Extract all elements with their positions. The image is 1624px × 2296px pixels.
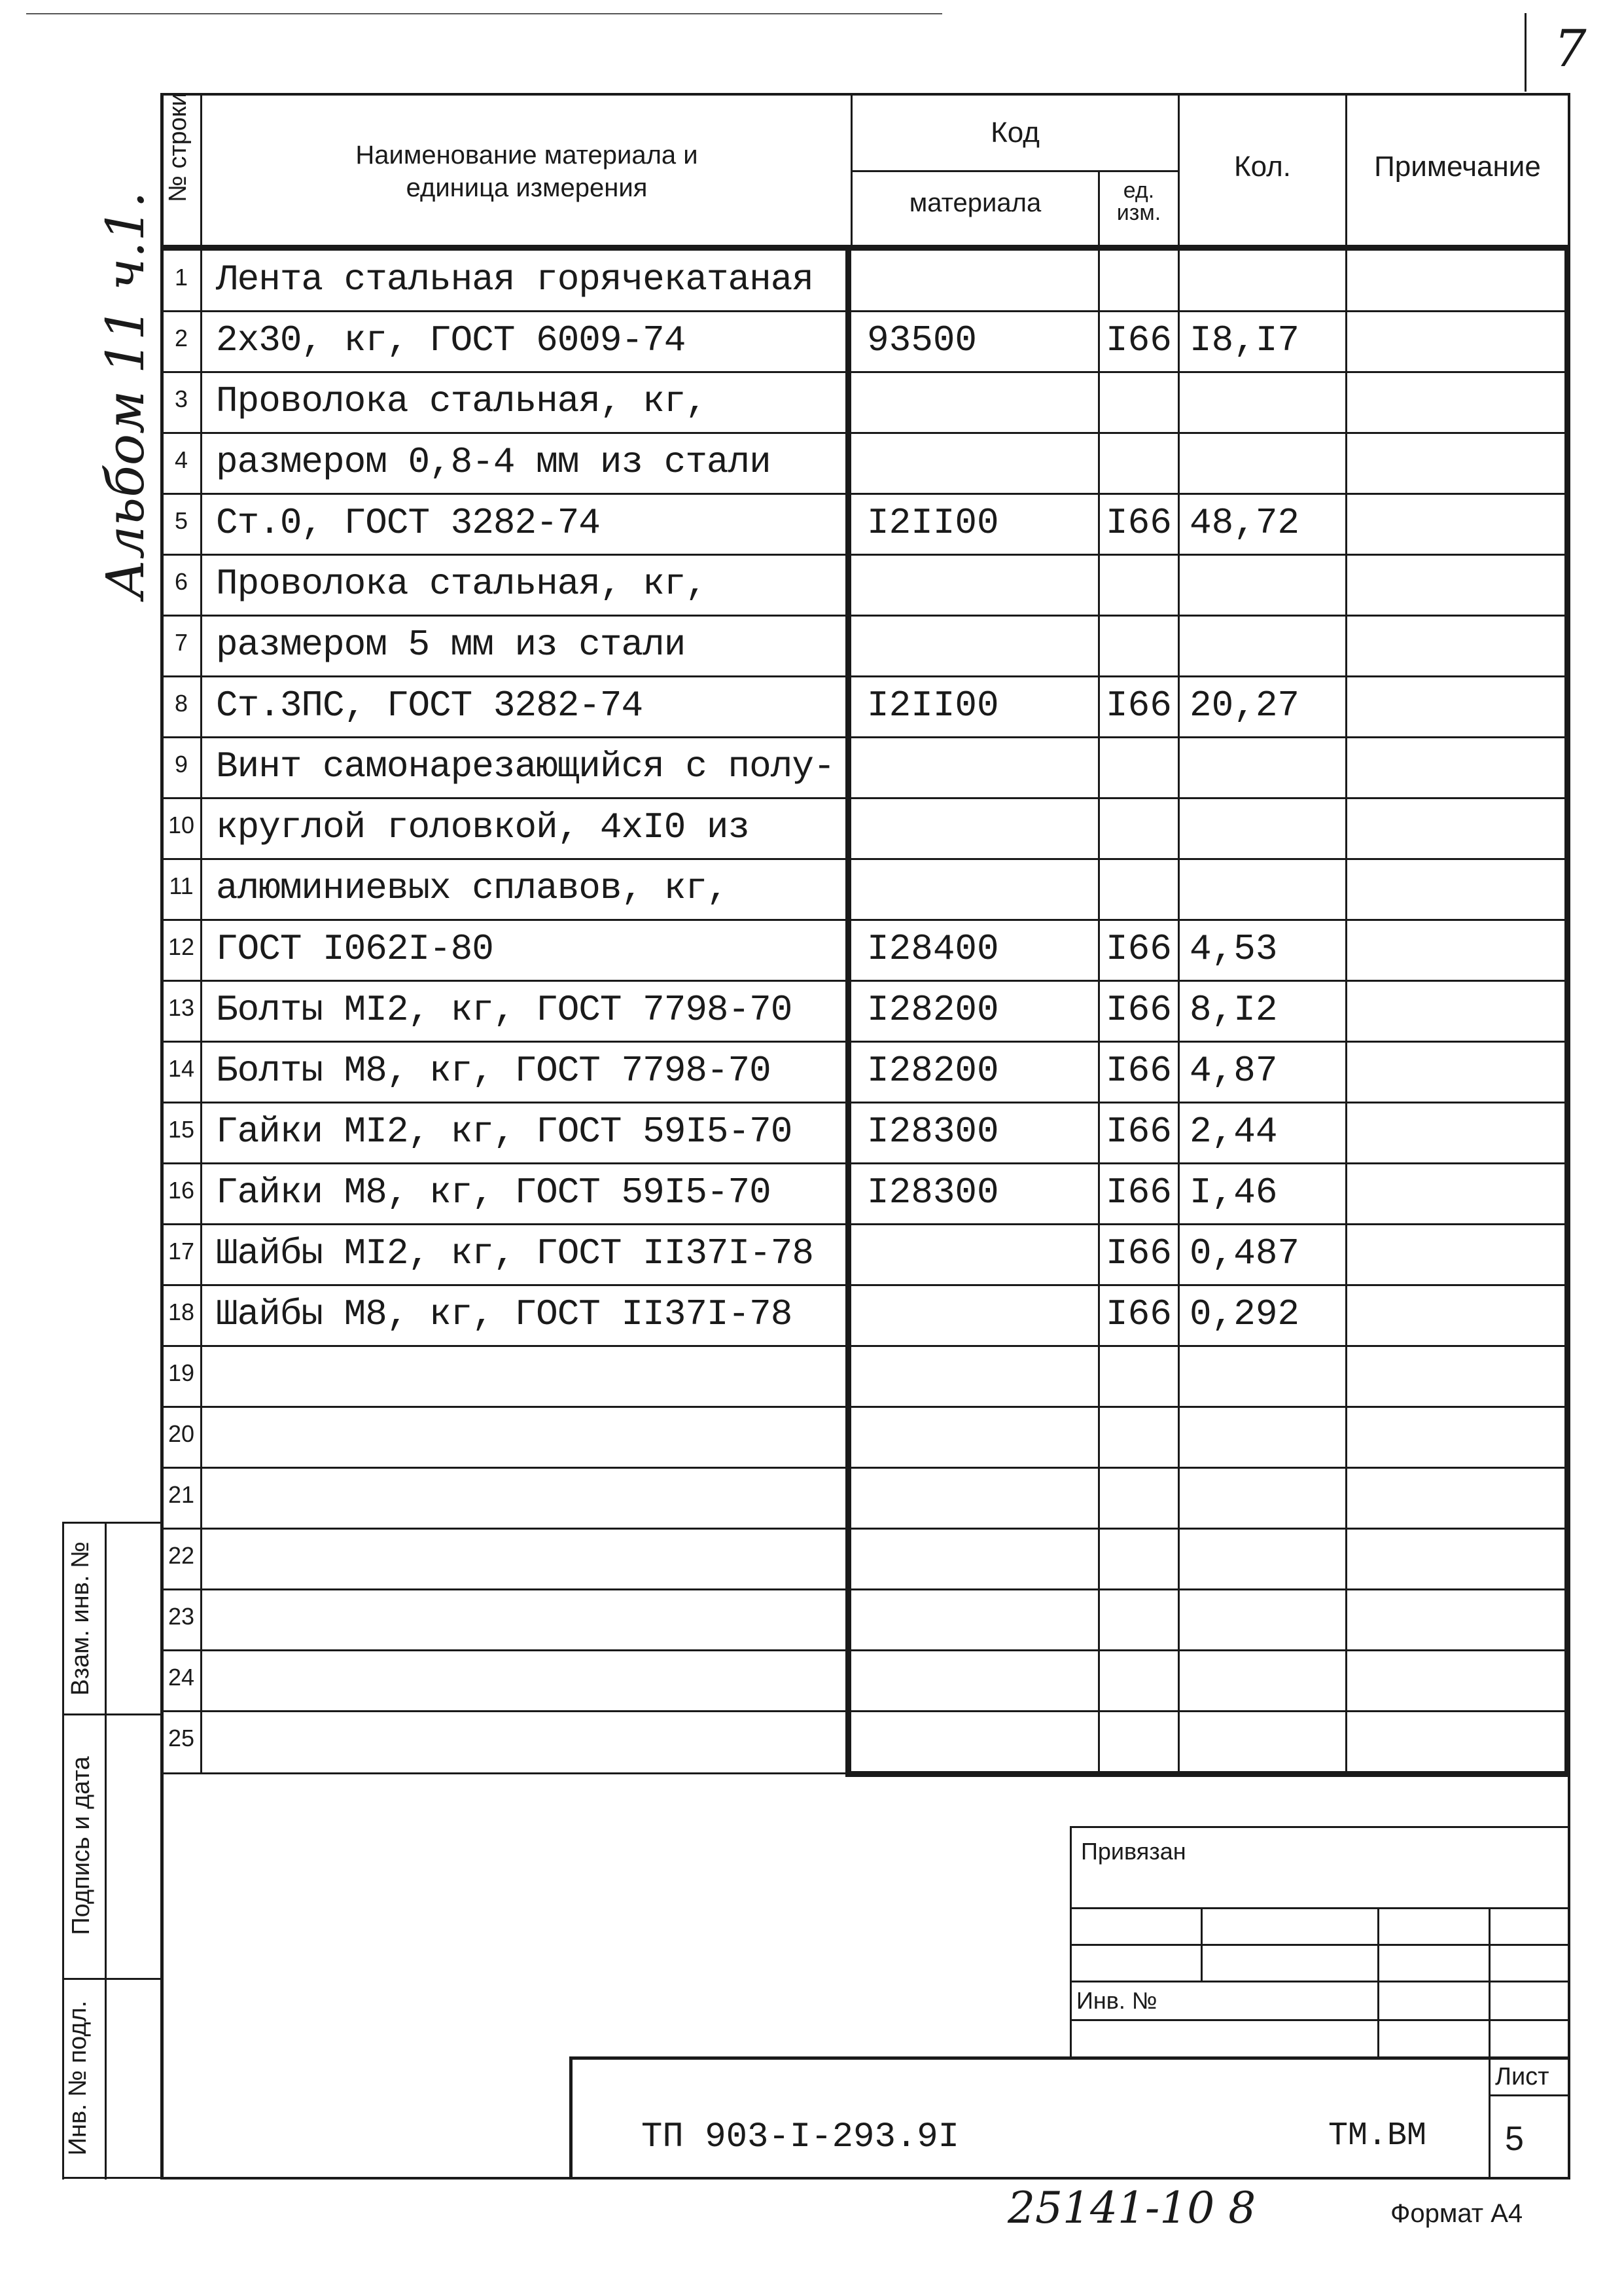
stamp-line2 <box>1070 1944 1570 1946</box>
stamp-list-divider <box>1489 2094 1570 2096</box>
row-separator <box>160 310 1567 312</box>
code-subheader-line <box>851 170 1178 172</box>
row-unit: I66 <box>1106 989 1172 1031</box>
row-quantity: 0,487 <box>1190 1232 1300 1274</box>
row-separator <box>160 615 1567 617</box>
frame-bottom <box>160 2177 1570 2179</box>
row-material-name: Проволока стальная, кг, <box>216 380 707 422</box>
row-material-code: I2II00 <box>867 685 999 726</box>
side-stamp-mid <box>105 1522 107 2179</box>
row-material-name: алюминиевых сплавов, кг, <box>216 867 728 909</box>
row-material-code: I28400 <box>867 928 999 970</box>
stamp-main-top <box>569 2056 1570 2060</box>
row-material-name: ГОСТ I062I-80 <box>216 928 493 970</box>
row-number: 2 <box>174 325 188 351</box>
row-separator <box>160 1102 1567 1103</box>
row-material-name: 2х30, кг, ГОСТ 6009-74 <box>216 319 686 361</box>
row-number: 15 <box>168 1116 195 1143</box>
row-unit: I66 <box>1106 319 1172 361</box>
row-number: 1 <box>174 264 188 291</box>
row-material-code: I28200 <box>867 1050 999 1092</box>
row-unit: I66 <box>1106 502 1172 544</box>
col-divider-name-header <box>851 93 853 245</box>
row-quantity: I,46 <box>1190 1172 1278 1213</box>
row-material-name: Болты МI2, кг, ГОСТ 7798-70 <box>216 989 792 1031</box>
stamp-vline1 <box>1201 1907 1203 1981</box>
row-quantity: 4,53 <box>1190 928 1278 970</box>
row-separator <box>160 1223 1567 1225</box>
row-separator <box>160 554 1567 556</box>
row-material-name: Шайбы МI2, кг, ГОСТ II37I-78 <box>216 1232 813 1274</box>
row-unit: I66 <box>1106 1293 1172 1335</box>
body-left-thick <box>845 245 851 1776</box>
row-number: 5 <box>174 507 188 534</box>
row-number: 18 <box>168 1299 195 1325</box>
row-quantity: 4,87 <box>1190 1050 1278 1092</box>
row-separator <box>160 1528 1567 1530</box>
row-number: 23 <box>168 1603 195 1630</box>
row-unit: I66 <box>1106 685 1172 726</box>
header-unit-line1: ед. <box>1123 178 1155 203</box>
row-material-code: I28300 <box>867 1172 999 1213</box>
stamp-privyazan-top <box>1070 1826 1570 1828</box>
stamp-inv-no: Инв. № <box>1076 1987 1157 2014</box>
row-separator <box>160 1162 1567 1164</box>
header-qty: Кол. <box>1233 151 1292 183</box>
stamp-list-label: Лист <box>1495 2063 1549 2090</box>
footer-handwritten-number: 25141-10 8 <box>1008 2183 1256 2233</box>
row-unit: I66 <box>1106 1232 1172 1274</box>
row-separator <box>160 1649 1567 1651</box>
row-quantity: 8,I2 <box>1190 989 1278 1031</box>
row-material-code: I2II00 <box>867 502 999 544</box>
row-material-name: Ст.0, ГОСТ 3282-74 <box>216 502 600 544</box>
header-name-line2: единица измерения <box>406 173 648 202</box>
side-label-vzam: Взам. инв. № <box>67 1541 94 1696</box>
stamp-line4 <box>1070 2019 1570 2021</box>
header-unit-line2: изм. <box>1116 200 1161 225</box>
row-number: 20 <box>168 1420 195 1447</box>
row-material-name: Проволока стальная, кг, <box>216 563 707 605</box>
row-quantity: 48,72 <box>1190 502 1300 544</box>
row-number: 10 <box>168 812 195 838</box>
stamp-vline2 <box>1377 1907 1379 2056</box>
row-separator <box>160 980 1567 982</box>
row-number: 4 <box>174 446 188 473</box>
footer-format: Формат А4 <box>1390 2199 1523 2228</box>
row-unit: I66 <box>1106 1050 1172 1092</box>
header-material: материала <box>909 188 1042 217</box>
col-divider-material <box>1098 245 1100 1774</box>
side-label-podpis: Подпись и дата <box>67 1756 95 1935</box>
side-stamp-bottom <box>62 2177 162 2179</box>
stamp-privyazan: Привязан <box>1081 1838 1186 1865</box>
body-right-thick <box>1564 245 1570 1776</box>
row-quantity: I8,I7 <box>1190 319 1300 361</box>
row-quantity: 20,27 <box>1190 685 1300 726</box>
row-number: 6 <box>174 568 188 595</box>
row-material-name: Винт самонарезающийся с полу- <box>216 745 835 787</box>
row-separator <box>160 432 1567 434</box>
row-number: 25 <box>168 1725 195 1751</box>
col-divider-rownum <box>200 93 202 1774</box>
row-number: 21 <box>168 1481 195 1508</box>
row-material-code: I28200 <box>867 989 999 1031</box>
row-material-name: Болты М8, кг, ГОСТ 7798-70 <box>216 1050 771 1092</box>
row-separator <box>160 919 1567 921</box>
stamp-main-left <box>569 2056 573 2179</box>
row-separator <box>160 1345 1567 1347</box>
row-separator <box>160 1467 1567 1469</box>
page-number: 7 <box>1554 20 1587 79</box>
row-material-name: размером 5 мм из стали <box>216 624 686 666</box>
row-unit: I66 <box>1106 928 1172 970</box>
row-number: 13 <box>168 994 195 1021</box>
row-material-code: I28300 <box>867 1111 999 1153</box>
row-number: 8 <box>174 690 188 717</box>
row-number: 9 <box>174 751 188 778</box>
top-rule <box>26 13 942 14</box>
stamp-doc-mark: ТМ.ВМ <box>1328 2117 1427 2155</box>
col-divider-unit <box>1178 245 1180 1774</box>
row-number: 16 <box>168 1177 195 1204</box>
row-material-name: Шайбы М8, кг, ГОСТ II37I-78 <box>216 1293 792 1335</box>
row-separator <box>160 1710 1567 1712</box>
header-note: Примечание <box>1374 151 1541 183</box>
body-bottom-border <box>845 1771 1570 1777</box>
row-separator <box>160 1284 1567 1286</box>
stamp-list-no: 5 <box>1505 2120 1524 2158</box>
row-material-name: размером 0,8-4 мм из стали <box>216 441 771 483</box>
header-name-line1: Наименование материала и <box>355 141 698 170</box>
row-number: 3 <box>174 386 188 412</box>
col-divider-qty <box>1345 245 1347 1774</box>
body-bottom-line-left <box>160 1772 847 1774</box>
row-number: 22 <box>168 1542 195 1569</box>
row-material-name: Гайки М8, кг, ГОСТ 59I5-70 <box>216 1172 771 1213</box>
stamp-line1 <box>1070 1907 1570 1909</box>
row-unit: I66 <box>1106 1111 1172 1153</box>
row-number: 7 <box>174 629 188 656</box>
row-number: 12 <box>168 933 195 960</box>
row-separator <box>160 1041 1567 1043</box>
row-separator <box>160 736 1567 738</box>
stamp-doc-code: ТП 903-I-293.9I <box>641 2117 960 2157</box>
row-material-name: Гайки МI2, кг, ГОСТ 59I5-70 <box>216 1111 792 1153</box>
row-number: 24 <box>168 1664 195 1691</box>
row-number: 14 <box>168 1055 195 1082</box>
header-row-no: № строки <box>164 92 192 202</box>
row-separator <box>160 1588 1567 1590</box>
row-unit: I66 <box>1106 1172 1172 1213</box>
row-separator <box>160 797 1567 799</box>
body-top-border <box>160 245 1570 251</box>
row-quantity: 2,44 <box>1190 1111 1278 1153</box>
row-material-name: Ст.3ПС, ГОСТ 3282-74 <box>216 685 643 726</box>
row-material-code: 93500 <box>867 319 978 361</box>
row-separator <box>160 493 1567 495</box>
row-separator <box>160 371 1567 373</box>
stamp-line3 <box>1070 1981 1570 1982</box>
header-code: Код <box>991 117 1040 149</box>
row-separator <box>160 675 1567 677</box>
row-material-name: круглой головкой, 4хI0 из <box>216 806 750 848</box>
row-number: 19 <box>168 1359 195 1386</box>
page-number-rule <box>1525 13 1527 92</box>
row-quantity: 0,292 <box>1190 1293 1300 1335</box>
row-material-name: Лента стальная горячекатаная <box>216 259 813 300</box>
row-separator <box>160 1406 1567 1408</box>
side-label-inv-podl: Инв. № подл. <box>64 2000 92 2156</box>
stamp-privyazan-left <box>1070 1826 1072 2056</box>
row-separator <box>160 858 1567 860</box>
row-number: 17 <box>168 1238 195 1265</box>
stamp-vline3 <box>1489 1907 1491 2177</box>
handwritten-album-label: Альбом 11 ч.1. <box>95 191 156 599</box>
frame-top <box>160 93 1570 96</box>
row-number: 11 <box>169 872 194 899</box>
